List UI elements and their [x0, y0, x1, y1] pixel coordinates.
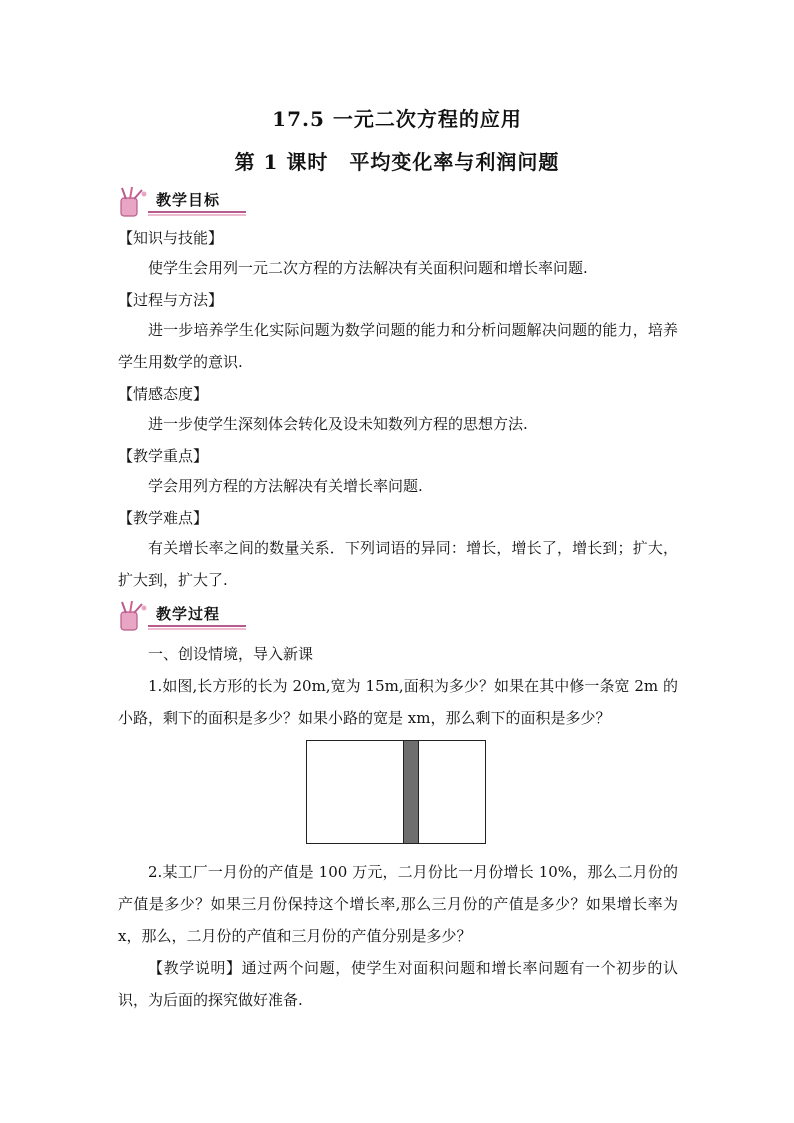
goal-text-method: 进一步培养学生化实际问题为数学问题的能力和分析问题解决问题的能力，培养学生用数学的意识. [118, 321, 678, 371]
section-banner-process [118, 600, 248, 634]
road-strip [403, 741, 419, 843]
section-banner-label: 教学过程 [156, 605, 221, 623]
page-title: 17.5 一元二次方程的应用 [272, 107, 522, 131]
goal-heading-focus: 【教学重点】 [118, 447, 209, 465]
process-step-intro: 一、创设情境，导入新课 [148, 645, 314, 663]
goal-heading-attitude: 【情感态度】 [118, 385, 209, 403]
question-1: 1.如图,长方形的长为 20m,宽为 15m,面积为多少？如果在其中修一条宽 2m 的小路，剩下的面积是多少？如果小路的宽是 xm，那么剩下的面积是多少？ [118, 677, 678, 727]
goal-text-difficulty: 有关增长率之间的数量关系．下列词语的异同：增长，增长了，增长到；扩大，扩大到，扩大了. [118, 539, 678, 589]
section-banner-goals [118, 186, 248, 220]
goal-text-knowledge: 使学生会用列一元二次方程的方法解决有关面积问题和增长率问题. [148, 259, 588, 277]
goal-heading-difficulty: 【教学难点】 [118, 509, 209, 527]
page-subtitle: 第 1 课时 平均变化率与利润问题 [234, 150, 560, 174]
teaching-note: 【教学说明】通过两个问题，使学生对面积问题和增长率问题有一个初步的认识，为后面的探究做好准备. [118, 959, 678, 1009]
section-banner-label: 教学目标 [156, 191, 221, 209]
goal-heading-method: 【过程与方法】 [118, 291, 224, 309]
goal-text-attitude: 进一步使学生深刻体会转化及设未知数列方程的思想方法. [148, 415, 528, 433]
rectangle-figure [306, 740, 486, 844]
goal-text-focus: 学会用列方程的方法解决有关增长率问题. [148, 477, 423, 495]
question-2: 2.某工厂一月份的产值是 100 万元，二月份比一月份增长 10%，那么二月份的产值是多少？如果三月份保持这个增长率,那么三月份的产值是多少？如果增长率为 x，那么，二月份的产值和三月份的产值分别是多少？ [118, 863, 678, 945]
goal-heading-knowledge: 【知识与技能】 [118, 229, 224, 247]
